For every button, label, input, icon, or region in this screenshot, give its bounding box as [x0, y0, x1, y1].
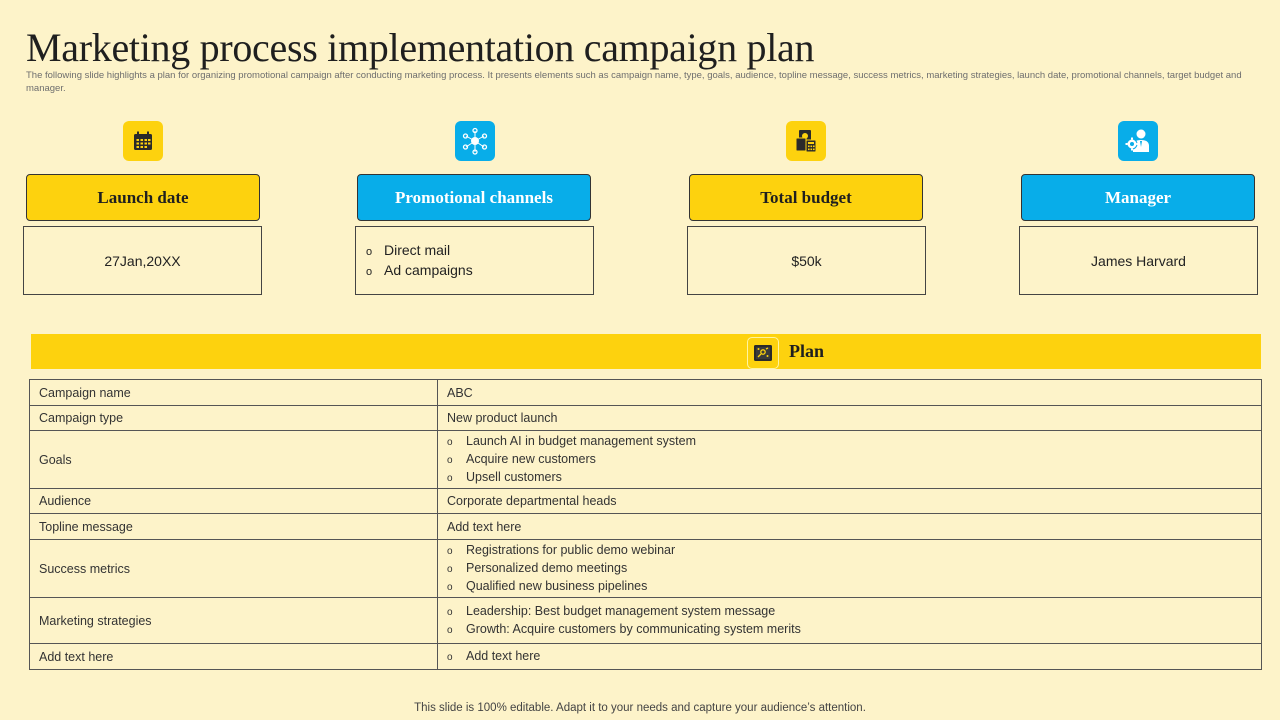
list-item	[447, 621, 1252, 639]
goals-list	[447, 433, 1252, 487]
list-item	[447, 648, 1252, 666]
bullet-marker: o	[366, 245, 373, 258]
row-key: Success metrics	[30, 540, 438, 598]
row-key: Topline message	[30, 514, 438, 540]
success-metrics-list	[447, 542, 1252, 596]
page-title: Marketing process implementation campaign plan	[26, 25, 815, 70]
list-item-text: Launch AI in budget management system	[466, 433, 697, 448]
list-item	[447, 542, 1252, 560]
table-row	[30, 489, 1262, 514]
promotional-channels-header: Promotional channels	[357, 174, 591, 221]
table-row	[30, 598, 1262, 644]
bullet-marker: o	[447, 581, 453, 593]
list-item-text: Acquire new customers	[466, 451, 596, 466]
bullet-marker: o	[447, 545, 453, 557]
marketing-strategies-list	[447, 603, 1252, 639]
launch-date-value: 27Jan,20XX	[104, 252, 181, 269]
extra-list	[447, 648, 1252, 666]
row-key: Audience	[30, 489, 438, 514]
list-item	[447, 603, 1252, 621]
footer-note: This slide is 100% editable. Adapt it to your needs and capture your audience’s attention.	[414, 702, 866, 714]
total-budget-value-box	[687, 226, 926, 295]
plan-header-bar	[31, 334, 1261, 369]
row-value	[438, 598, 1262, 644]
list-item-text: Direct mail	[384, 241, 451, 258]
row-key: Goals	[30, 431, 438, 489]
table-row	[30, 540, 1262, 598]
table-row	[30, 380, 1262, 406]
manager-value: James Harvard	[1091, 252, 1186, 269]
calendar-icon	[123, 121, 163, 161]
bullet-marker: o	[447, 606, 453, 618]
manager-header: Manager	[1021, 174, 1255, 221]
plan-title: Plan	[789, 341, 825, 361]
list-item	[447, 451, 1252, 469]
bullet-marker: o	[447, 624, 453, 636]
row-value: Corporate departmental heads	[438, 489, 1262, 514]
launch-date-header: Launch date	[26, 174, 260, 221]
list-item-text: Add text here	[466, 648, 541, 663]
row-value	[438, 644, 1262, 670]
promotional-channels-list	[366, 241, 473, 281]
plan-board-icon	[747, 337, 779, 369]
row-value: Add text here	[438, 514, 1262, 540]
bullet-marker: o	[447, 651, 453, 663]
total-budget-value: $50k	[791, 252, 822, 269]
list-item	[366, 241, 473, 261]
row-key: Add text here	[30, 644, 438, 670]
table-row	[30, 406, 1262, 431]
row-value	[438, 431, 1262, 489]
table-row	[30, 431, 1262, 489]
table-row	[30, 514, 1262, 540]
bullet-marker: o	[447, 454, 453, 466]
table-row	[30, 644, 1262, 670]
list-item	[366, 261, 473, 281]
list-item	[447, 578, 1252, 596]
bullet-marker: o	[447, 436, 453, 448]
list-item-text: Ad campaigns	[384, 261, 473, 278]
row-key: Marketing strategies	[30, 598, 438, 644]
list-item-text: Registrations for public demo webinar	[466, 542, 676, 557]
budget-icon	[786, 121, 826, 161]
list-item	[447, 469, 1252, 487]
manager-value-box	[1019, 226, 1258, 295]
launch-date-value-box	[23, 226, 262, 295]
page-subtitle: The following slide highlights a plan for organizing promotional campaign after conducting marketing process. It presents elements such as campaign name, type, goals, audience, topline message, success metrics, marketing strategies, launch date, promotional channels, target budget and manager.	[26, 70, 1242, 94]
row-value	[438, 540, 1262, 598]
bullet-marker: o	[447, 563, 453, 575]
list-item-text: Personalized demo meetings	[466, 560, 628, 575]
row-value: ABC	[438, 380, 1262, 406]
row-key: Campaign type	[30, 406, 438, 431]
list-item-text: Leadership: Best budget management system message	[466, 603, 776, 618]
bullet-marker: o	[366, 265, 373, 278]
row-key: Campaign name	[30, 380, 438, 406]
total-budget-header: Total budget	[689, 174, 923, 221]
list-item	[447, 433, 1252, 451]
bullet-marker: o	[447, 472, 453, 484]
network-icon	[455, 121, 495, 161]
row-value: New product launch	[438, 406, 1262, 431]
promotional-channels-box	[355, 226, 594, 295]
manager-icon	[1118, 121, 1158, 161]
list-item-text: Qualified new business pipelines	[466, 578, 648, 593]
plan-table	[29, 379, 1262, 670]
list-item	[447, 560, 1252, 578]
list-item-text: Upsell customers	[466, 469, 562, 484]
list-item-text: Growth: Acquire customers by communicating system merits	[466, 621, 801, 636]
